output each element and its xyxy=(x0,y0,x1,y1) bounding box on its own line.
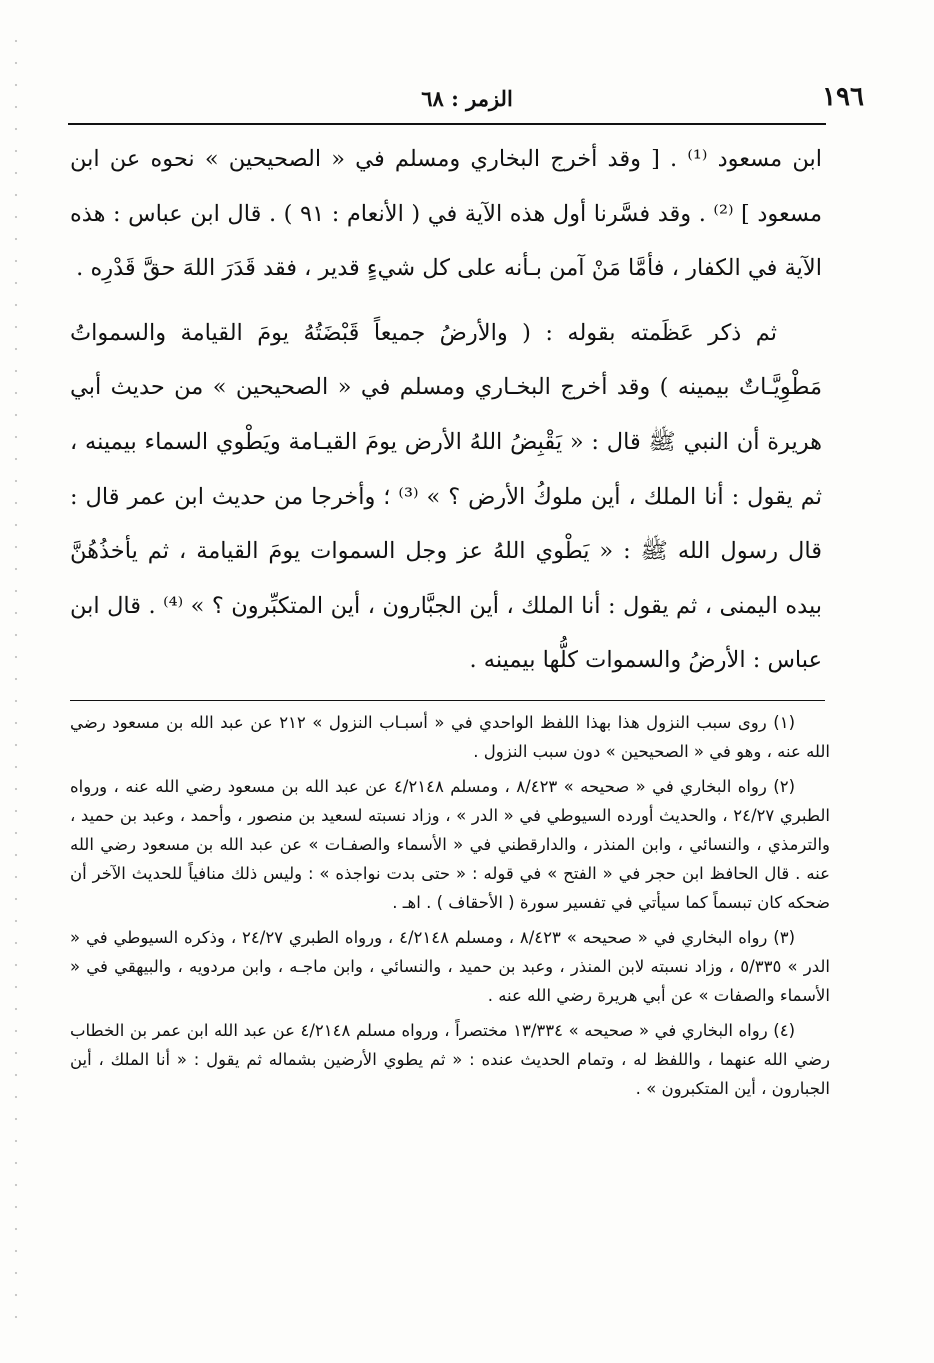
footnote-rule xyxy=(70,700,825,701)
scan-margin-dots xyxy=(14,30,18,1330)
paragraph-2: ثم ذكر عَظَمته بقوله : ( والأرضُ جميعاً قَبْضَتُهُ يومَ القيامة والسمواتُ مَطْوِيَّـاتٌ بيمينه ) وقد أخرج البخـاري ومسلم في « الصحيحين » من حديث أبي هريرة أن النبي ﷺ قال : « يَقْبِضُ اللهُ الأرض يومَ القيـامة ويَطْوي السماء بيمينه ، ثم يقول : أنا الملك ، أين ملوكُ الأرض ؟ » ⁽³⁾ ؛ وأخرجا من حديث ابن عمر قال : قال رسول الله ﷺ : « يَطْوي اللهُ عز وجل السموات يومَ القيامة ، ثم يأخذُهُنَّ بيده اليمنى ، ثم يقول : أنا الملك ، أين الجبَّارون ، أين المتكبِّرون ؟ » ⁽⁴⁾ . قال ابن عباس : الأرضُ والسموات كلُّها بيمينه . xyxy=(70,319,822,674)
footnote-3: (٣) رواه البخاري في « صحيحه » ٨/٤٢٣ ، ومسلم ٤/٢١٤٨ ، ورواه الطبري ٢٤/٢٧ ، وذكره السيوطي في « الدر » ٥/٣٣٥ ، وزاد نسبته لابن المنذر ، وعبد بن حميد ، والنسائي ، وابن ماجـه ، وابن مردويه ، والبيهقي في « الأسماء والصفات » عن أبي هريرة رضي الله عنه . xyxy=(70,928,830,1005)
page-number: ١٩٦ xyxy=(822,82,864,112)
running-header xyxy=(70,82,864,122)
footnote-4: (٤) رواه البخاري في « صحيحه » ١٣/٣٣٤ مختصراً ، ورواه مسلم ٤/٢١٤٨ عن عبد الله ابن عمر بن الخطاب رضي الله عنهما ، واللفظ له ، وتمام الحديث عنده : « ثم يطوي الأرضين بشماله ثم يقول : « أنا الملك ، أين الجبارون ، أين المتكبرون » . xyxy=(70,1021,830,1098)
footnote-1: (١) روى سبب النزول هذا بهذا اللفظ الواحدي في « أسبـاب النزول » ٢١٢ عن عبد الله بن مسعود رضي الله عنه ، وهو في « الصحيحين » دون سبب النزول . xyxy=(70,713,830,761)
main-text xyxy=(70,132,822,688)
footnote-2: (٢) رواه البخاري في « صحيحه » ٨/٤٢٣ ، ومسلم ٤/٢١٤٨ عن عبد الله بن مسعود رضي الله عنه ، ورواه الطبري ٢٤/٢٧ ، والحديث أورده السيوطي في « الدر » ، وزاد نسبته لسعيد بن منصور ، وأحمد ، وعبد بن حميد ، والترمذي ، والنسائي ، وابن المنذر ، والدارقطني في « الأسماء والصفـات » عن عبد الله بن مسعود رضي الله عنه . قال الحافظ ابن حجر في « الفتح » في قوله : « حتى بدت نواجذه » : وليس ذلك منافياً للحديث الآخر أن ضحكه كان تبسماً كما سيأتي في تفسير سورة ( الأحقاف ) . اهـ . xyxy=(70,777,831,912)
header-rule xyxy=(68,123,826,125)
running-title: الزمر : ٦٨ xyxy=(421,86,513,111)
paragraph-1: ابن مسعود ⁽¹⁾ . [ وقد أخرج البخاري ومسلم في « الصحيحين » نحوه عن ابن مسعود ] ⁽²⁾ . وقد فسَّرنا أول هذه الآية في ( الأنعام : ٩١ ) . قال ابن عباس : هذه الآية في الكفار ، فأمَّا مَنْ آمن بـأنه على كل شيءٍ قدير ، فقد قَدَرَ اللهَ حقَّ قَدْرِه . xyxy=(70,146,823,282)
footnotes xyxy=(70,708,830,1109)
